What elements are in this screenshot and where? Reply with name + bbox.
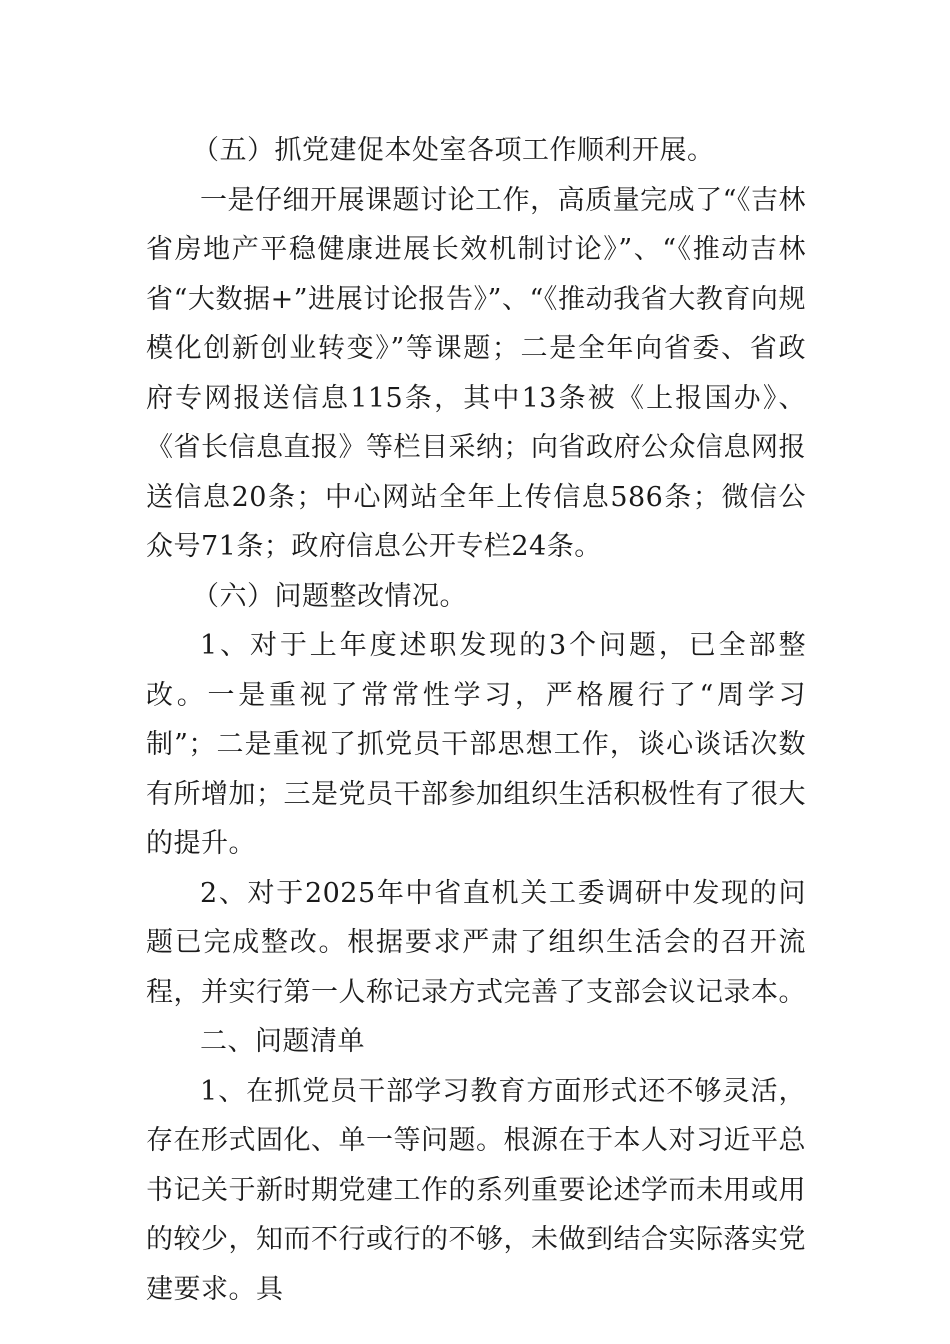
paragraph: 1、对于上年度述职发现的3个问题，已全部整改。一是重视了常常性学习，严格履行了“周学习制”；二是重视了抓党员干部思想工作，谈心谈话次数有所增加；三是党员干部参加组织生活积极性有了很大的提升。 xyxy=(146,630,806,859)
paragraph: 一是仔细开展课题讨论工作，高质量完成了“《吉林省房地产平稳健康进展长效机制讨论》”、“《推动吉林省“大数据+”进展讨论报告》”、“《推动我省大教育向规模化创新创业转变》”等课题；二是全年向省委、省政府专网报送信息115条，其中13条被《上报国办》、《省长信息直报》等栏目采纳；向省政府公众信息网报送信息20条；中心网站全年上传信息586条；微信公众号71条；政府信息公开专栏24条。 xyxy=(146,184,806,562)
section-heading-5: （五）抓党建促本处室各项工作顺利开展。 xyxy=(192,135,715,166)
paragraph: 1、在抓党员干部学习教育方面形式还不够灵活，存在形式固化、单一等问题。根源在于本人对习近平总书记关于新时期党建工作的系列重要论述学而未用或用的较少，知而不行或行的不够，未做到结合实际落实党建要求。具 xyxy=(146,1075,806,1305)
document-body xyxy=(146,126,806,1314)
section-heading-issue-list: 二、问题清单 xyxy=(200,1026,365,1057)
paragraph: 2、对于2025年中省直机关工委调研中发现的问题已完成整改。根据要求严肃了组织生活会的召开流程，并实行第一人称记录方式完善了支部会议记录本。 xyxy=(146,877,806,1008)
section-heading-6: （六）问题整改情况。 xyxy=(192,580,467,612)
